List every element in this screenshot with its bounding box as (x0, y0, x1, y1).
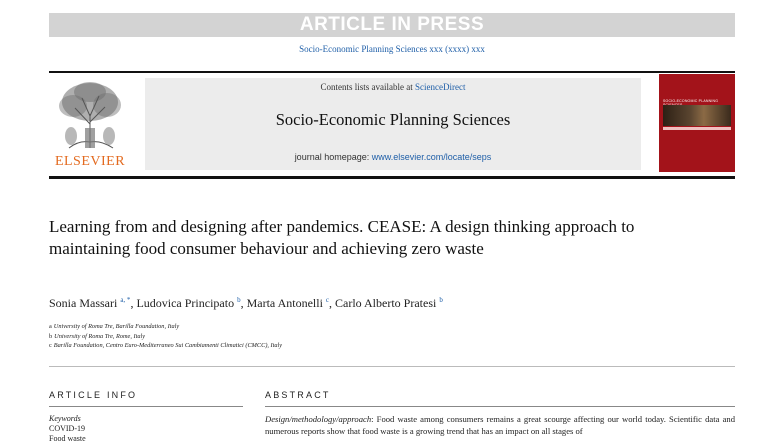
cover-band (663, 127, 731, 130)
affiliation-text: University of Roma Tre, Barilla Foundation, Italy (54, 323, 179, 330)
journal-cover-thumbnail[interactable] (659, 74, 735, 172)
abstract-body (265, 414, 735, 437)
author-affil-sup[interactable]: c (326, 296, 329, 304)
header-top-rule (49, 71, 735, 73)
author-name[interactable]: Ludovica Principato (136, 296, 234, 310)
journal-title: Socio-Economic Planning Sciences (145, 110, 641, 130)
affiliation-item (49, 322, 282, 332)
journal-reference-link[interactable]: Socio-Economic Planning Sciences xxx (xxxx) xxx (0, 44, 784, 54)
author-name[interactable]: Carlo Alberto Pratesi (335, 296, 436, 310)
keyword-item: COVID-19 (49, 424, 86, 434)
keywords-label: Keywords (49, 414, 81, 423)
author-name[interactable]: Sonia Massari (49, 296, 117, 310)
header-bottom-rule (49, 176, 735, 179)
affiliation-item (49, 341, 282, 351)
keyword-item: Food waste (49, 434, 86, 443)
abstract-text: : Food waste among consumers remains a great scourge affecting our world today. Scientific data and numerous reports show that food waste is a growing trend that has an impact on all stages of (265, 414, 735, 436)
author-separator: , (329, 296, 335, 310)
article-in-press-banner (49, 13, 735, 37)
contents-line (145, 82, 641, 92)
elsevier-wordmark: ELSEVIER (49, 154, 131, 170)
abstract-heading: ABSTRACT (265, 390, 331, 400)
author-affil-sup[interactable]: b (439, 296, 443, 304)
cover-photo (663, 105, 731, 126)
affiliation-item (49, 332, 282, 342)
affiliation-text: Barilla Foundation, Centro Euro-Mediterraneo Sui Cambiamenti Climatici (CMCC), Italy (54, 342, 282, 349)
banner-text: ARTICLE IN PRESS (300, 14, 484, 36)
affiliation-label: a (49, 323, 52, 330)
elsevier-tree-icon (49, 78, 131, 152)
affiliation-divider (49, 366, 735, 367)
cover-title: SOCIO-ECONOMIC PLANNING (663, 99, 731, 107)
author-affil-sup[interactable]: a, * (120, 296, 130, 304)
affiliations (49, 322, 282, 351)
homepage-prefix: journal homepage: (295, 152, 372, 162)
affiliation-label: b (49, 333, 52, 340)
contents-prefix: Contents lists available at (321, 82, 415, 92)
abstract-lead: Design/methodology/approach (265, 414, 371, 424)
article-info-rule (49, 406, 243, 407)
author-name[interactable]: Marta Antonelli (247, 296, 323, 310)
author-separator: , (130, 296, 136, 310)
sciencedirect-link[interactable]: ScienceDirect (415, 82, 465, 92)
author-list (49, 296, 443, 311)
author-affil-sup[interactable]: b (237, 296, 241, 304)
affiliation-label: c (49, 342, 52, 349)
affiliation-text: University of Roma Tre, Rome, Italy (54, 333, 145, 340)
journal-header-box (145, 78, 641, 170)
homepage-line (145, 152, 641, 162)
article-title: Learning from and designing after pandemics. CEASE: A design thinking approach to maintaining food consumer behaviour and achieving zero waste (49, 216, 669, 260)
elsevier-logo[interactable] (49, 78, 131, 170)
journal-homepage-link[interactable]: www.elsevier.com/locate/seps (372, 152, 492, 162)
keywords-list (49, 424, 86, 443)
article-info-heading: ARTICLE INFO (49, 390, 137, 400)
abstract-rule (265, 406, 735, 407)
author-separator: , (241, 296, 247, 310)
